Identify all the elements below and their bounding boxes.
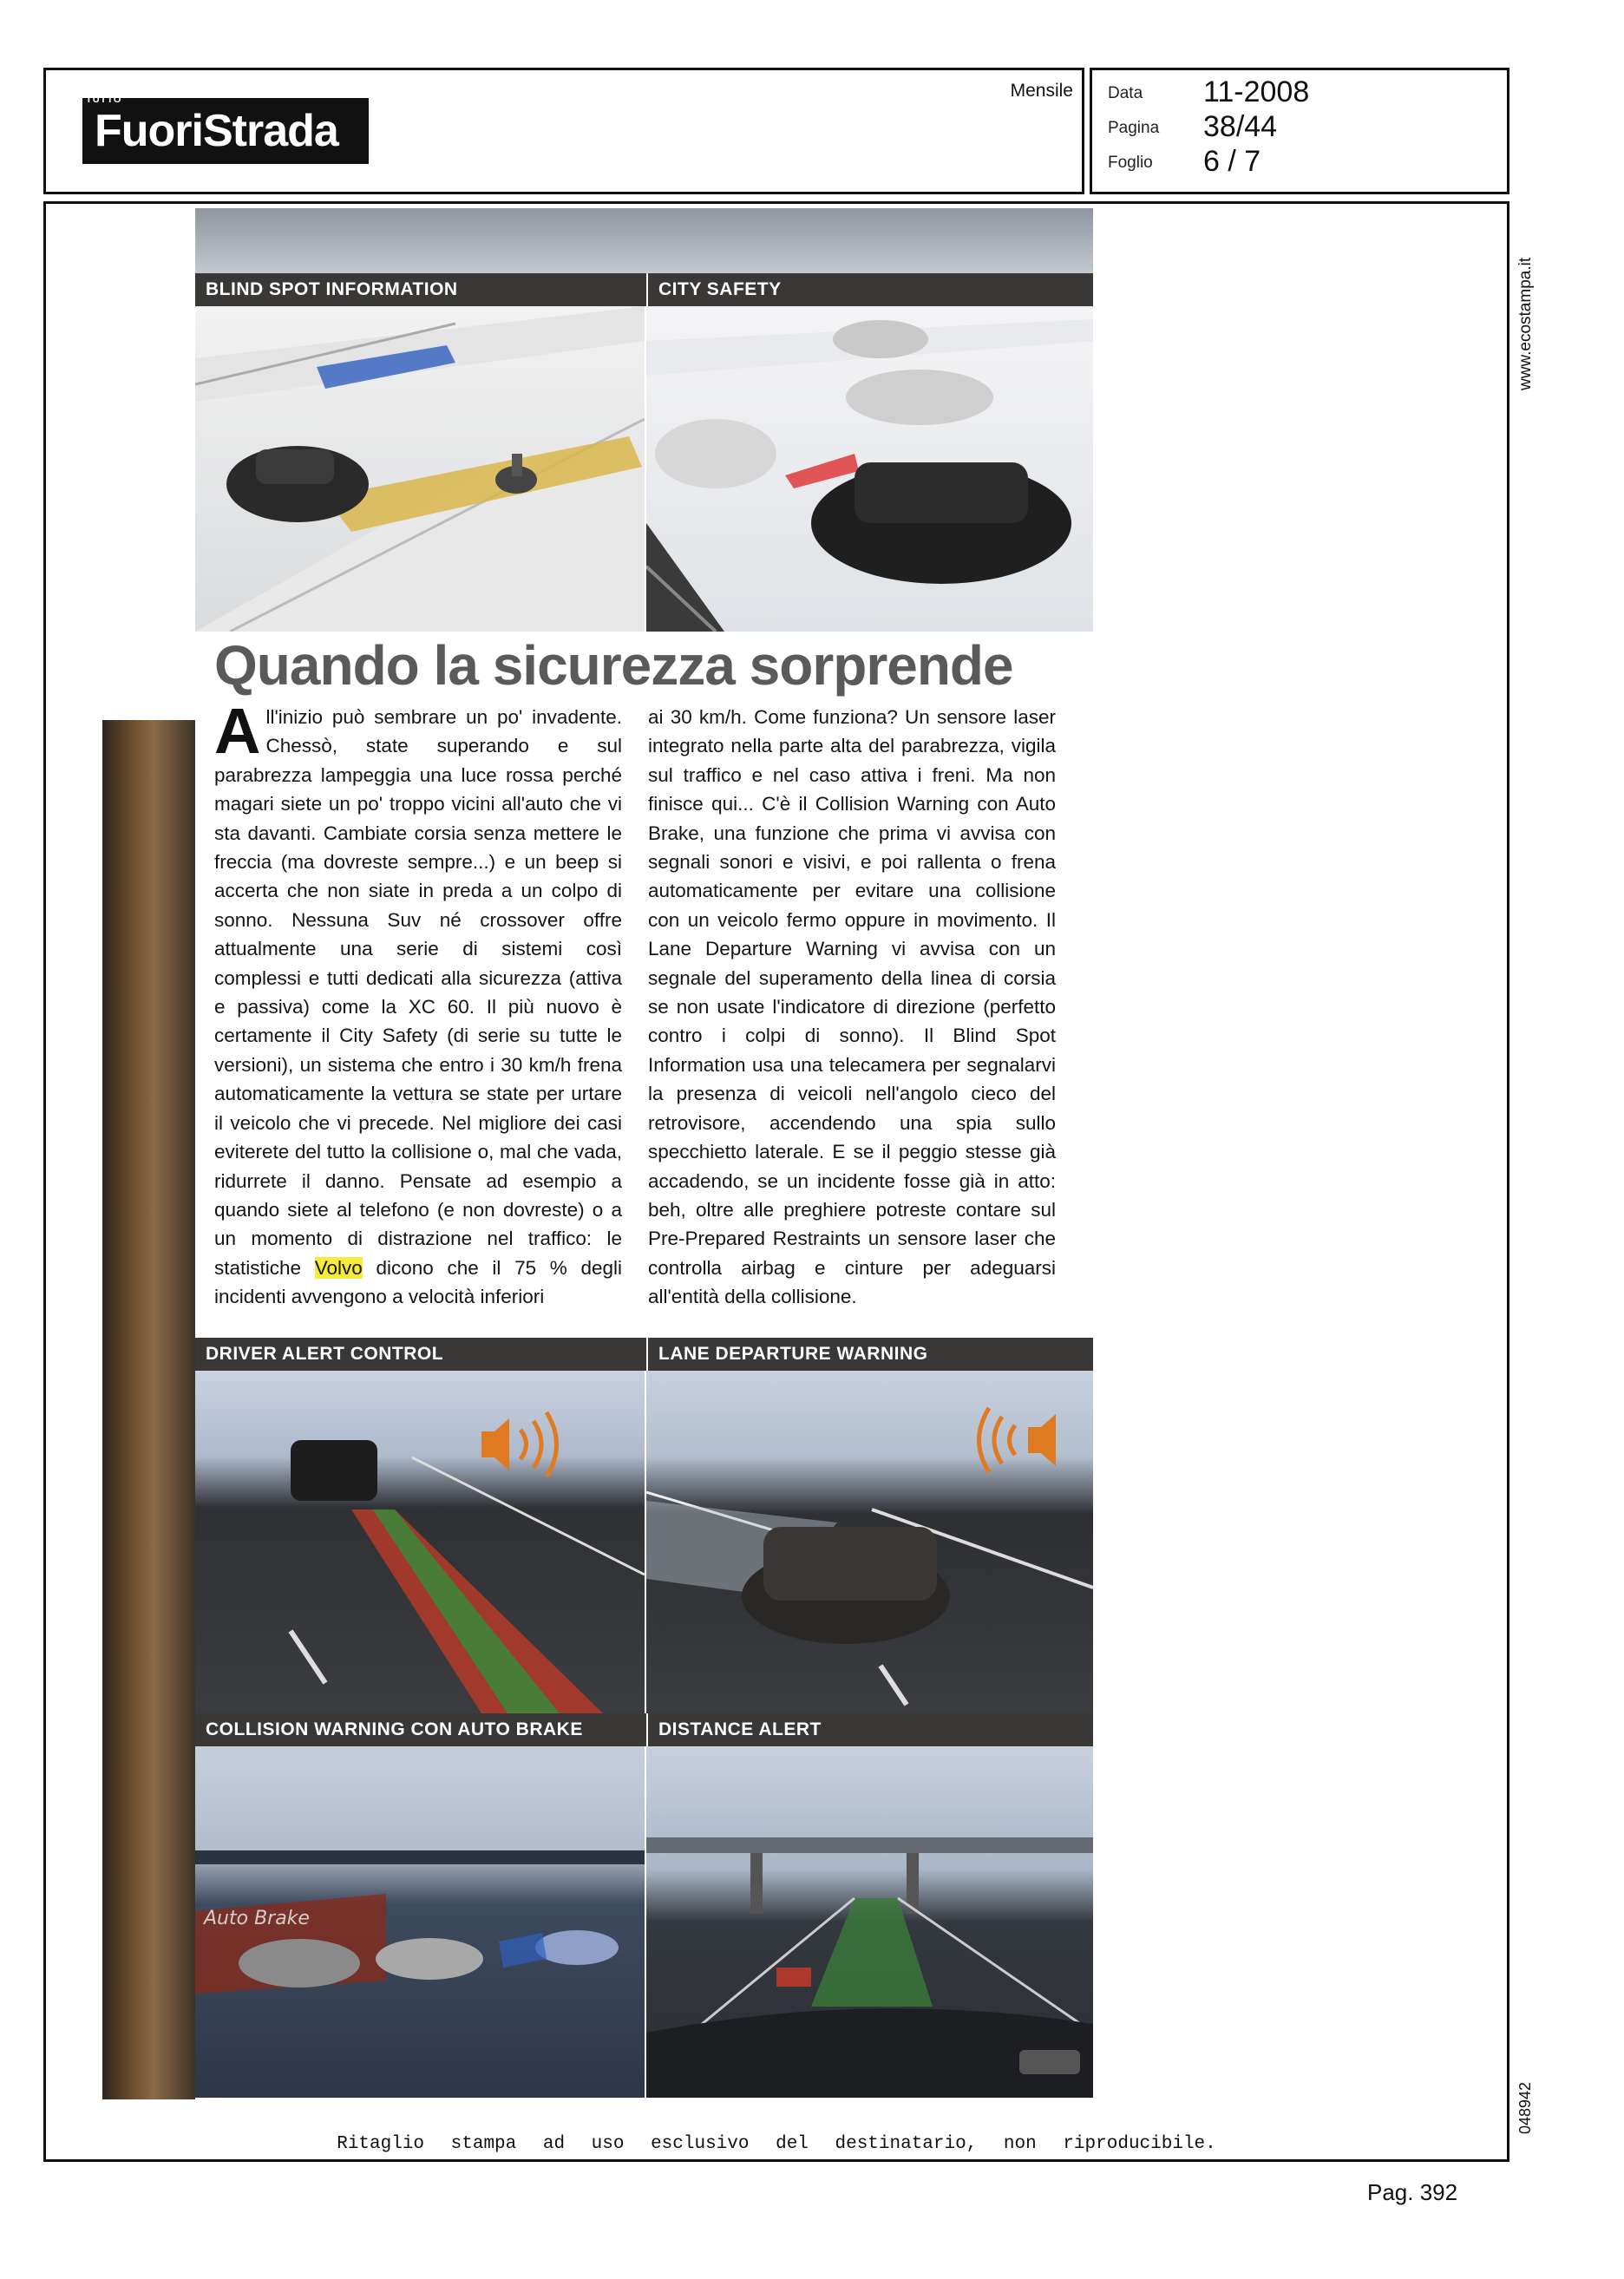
caption-driver-alert: DRIVER ALERT CONTROL xyxy=(195,1338,646,1371)
city-safety-image xyxy=(646,306,1093,632)
drop-cap: A xyxy=(214,695,261,767)
page-number: Pag. 392 xyxy=(1367,2179,1458,2205)
article-column-2 xyxy=(648,703,1056,1312)
caption-blind-spot: BLIND SPOT INFORMATION xyxy=(195,273,646,306)
issue-meta-box xyxy=(1090,68,1509,194)
article-column-1 xyxy=(214,695,623,1312)
magazine-logo-prefix: TUTTO xyxy=(86,95,122,105)
page-value: 38/44 xyxy=(1203,110,1278,143)
lane-departure-illustration xyxy=(646,1371,1093,1713)
side-code-text: 048942 xyxy=(1516,2081,1534,2134)
side-code xyxy=(1511,2065,1537,2134)
city-safety-illustration xyxy=(646,306,1093,632)
article-panel xyxy=(195,208,1093,2117)
blind-spot-illustration xyxy=(195,306,645,632)
collision-warning-illustration xyxy=(195,1746,645,2098)
sheet-value: 6 / 7 xyxy=(1203,145,1261,178)
side-url xyxy=(1511,217,1537,390)
date-label: Data xyxy=(1108,84,1143,102)
page-label: Pagina xyxy=(1108,119,1160,137)
driver-alert-image xyxy=(195,1371,645,1713)
column-2-text: ai 30 km/h. Come funziona? Un sensore laser integrato nella parte alta del parabrezza, vigila sul traffico e nel caso attiva i freni. Ma non finisce qui... C'è il Collision Warning con Auto Brake, una funzione che prima vi avvisa con segnali sonori e visivi, e poi rallenta o frena automaticamente per evitare una collisione con un veicolo fermo oppure in movimento. Il Lane Departure Warning vi avvisa con un segnale del superamento della linea di corsia se non usate l'indicatore di direzione (perfetto contro i colpi di sonno). Il Blind Spot Information usa una telecamera per segnalarvi la presenza di veicoli nell'angolo cieco del retrovisore, accendendo una spia sullo specchietto laterale. E se il peggio stesse già accadendo, se un incidente fosse già in atto: beh, oltre alle preghiere potreste contare sul Pre-Prepared Restraints un sensore laser che controlla airbag e cinture per adeguarsi all'entità della collisione. xyxy=(648,706,1056,1308)
date-value: 11-2008 xyxy=(1203,75,1310,108)
caption-distance-alert: DISTANCE ALERT xyxy=(646,1713,1093,1746)
adjacent-page-edge xyxy=(102,720,196,2099)
masthead-box xyxy=(43,68,1084,194)
article-title: Quando la sicurezza sorprende xyxy=(214,634,1013,697)
side-url-text: www.ecostampa.it xyxy=(1516,257,1535,390)
caption-collision-warning: COLLISION WARNING CON AUTO BRAKE xyxy=(195,1713,646,1746)
collision-warning-image xyxy=(195,1746,645,2098)
highlighted-brand: Volvo xyxy=(314,1256,363,1279)
auto-brake-overlay-text: Auto Brake xyxy=(204,1908,310,1929)
blind-spot-image xyxy=(195,306,645,632)
distance-alert-image xyxy=(646,1746,1093,2098)
clipping-notice: Ritaglio stampa ad uso esclusivo del destinatario, non riproducibile. xyxy=(337,2134,1216,2154)
caption-city-safety: CITY SAFETY xyxy=(646,273,1093,306)
magazine-logo: FuoriStrada xyxy=(82,98,369,164)
column-1-text-a: ll'inizio può sembrare un po' invadente. Chessò, state superando e sul parabrezza lampeggia una luce rossa perché magari siete un po' troppo vicini all'auto che vi sta davanti. Cambiate corsia senza mettere le freccia (ma dovreste sempre...) e un beep si accerta che non siate in preda a un colpo di sonno. Nessuna Suv né crossover offre attualmente una serie di sistemi così complessi e tutti dedicati alla sicurezza (attiva e passiva) come la XC 60. Il più nuovo è certamente il City Safety (di serie su tutte le versioni), un sistema che entro i 30 km/h frena automaticamente la vettura se state per urtare il veicolo che vi precede. Nel migliore dei casi eviterete del tutto la collisione o, mal che vada, ridurrete il danno. Pensate ad esempio a quando siete al telefono (e non dovreste) o a un momento di distrazione nel traffico: le statistiche xyxy=(214,706,622,1279)
top-image-strip xyxy=(195,208,1093,273)
distance-alert-illustration xyxy=(646,1746,1093,2098)
lane-departure-image xyxy=(646,1371,1093,1713)
caption-lane-departure: LANE DEPARTURE WARNING xyxy=(646,1338,1093,1371)
sheet-label: Foglio xyxy=(1108,154,1153,172)
publication-period: Mensile xyxy=(1010,81,1073,101)
column-1-text-b: dicono che il 75 % degli incidenti avvengono a velocità inferiori xyxy=(214,1256,623,1308)
driver-alert-illustration xyxy=(195,1371,645,1713)
